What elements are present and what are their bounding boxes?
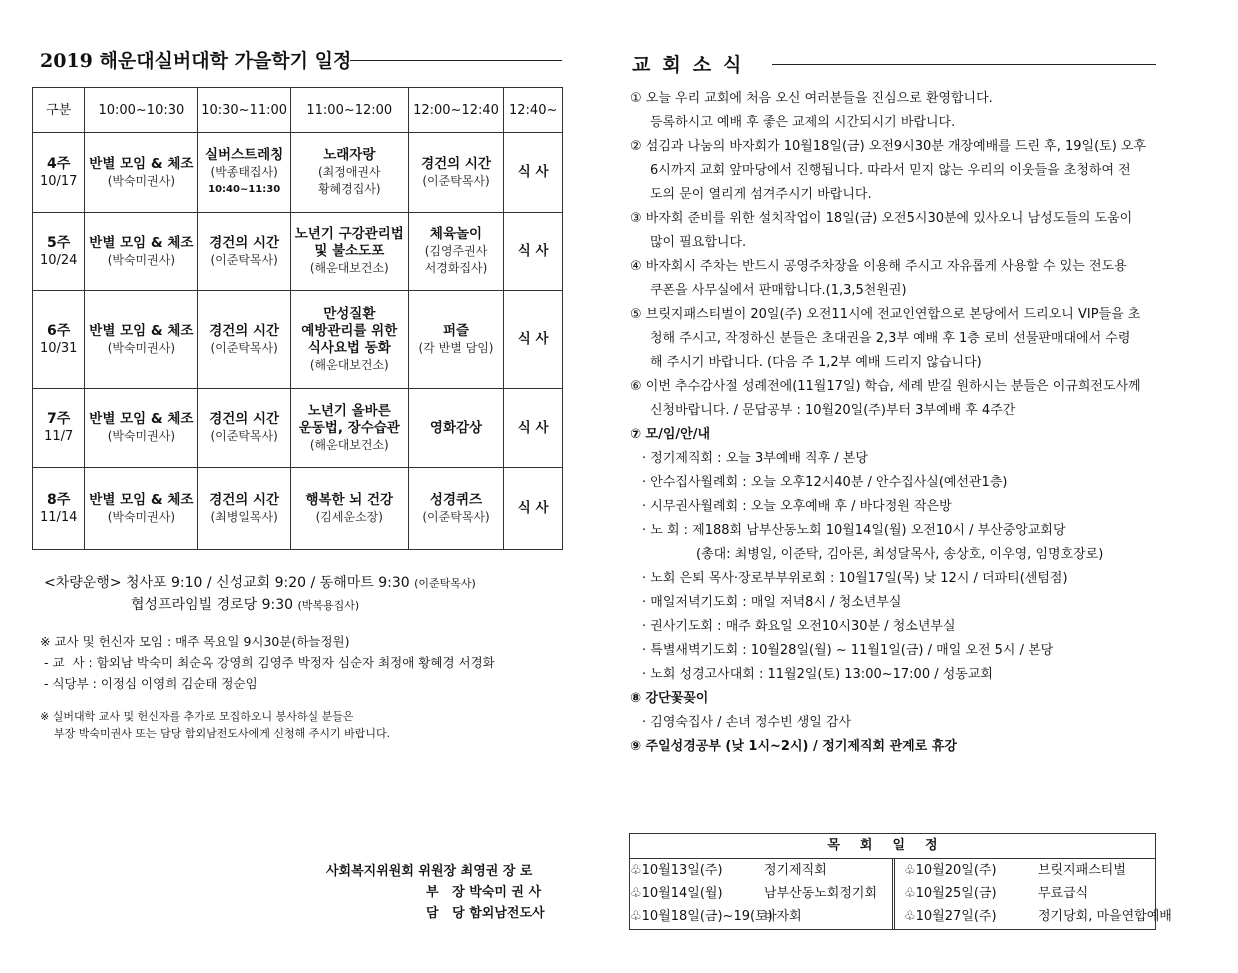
recruit-note: ※ 실버대학 교사 및 헌신자를 추가로 모집하오니 봉사하실 분들은 부장 박숙미권사 또는 담당 함외남전도사에게 신청해 주시기 바랍니다. <box>40 710 391 740</box>
news-line: ④ 바자회시 주차는 반드시 공영주차장을 이용해 주시고 자유롭게 사용할 수 있는 전도용 <box>630 259 1127 274</box>
pastoral-schedule-box <box>629 833 1172 930</box>
pastoral-row <box>904 859 1166 882</box>
news-line: ⑧ 강단꽃꽂이 <box>630 691 709 706</box>
news-line: 해 주시기 바랍니다. (다음 주 1,2부 예배 드리지 않습니다) <box>650 355 982 370</box>
news-line: 많이 필요합니다. <box>650 235 747 250</box>
cell: 노년기 구강관리법 및 불소도포 (해운대보건소) <box>290 213 408 291</box>
cell: 반별 모임 & 체조 (박숙미권사) <box>85 133 198 213</box>
pastoral-date: ♧10월18일(금)~19(토) <box>630 909 773 924</box>
cell: 반별 모임 & 체조 (박숙미권사) <box>85 468 198 550</box>
cell: 반별 모임 & 체조 (박숙미권사) <box>85 213 198 291</box>
cell: 경건의 시간 (최병일목사) <box>198 468 291 550</box>
teacher-meeting-note: ※ 교사 및 헌신자 모임 : 매주 목요일 9시30분(하늘정원) - 교 사 : 함외남 박숙미 최순옥 강영희 김영주 박정자 심순자 최정애 황혜경 서경화 - 식당부 : 이정심 이영희 김순태 정순임 <box>40 634 495 691</box>
cell: 경건의 시간 (이준탁목사) <box>198 291 291 389</box>
pastoral-event: 정기제직회 <box>764 863 827 878</box>
news-line: ② 섬김과 나눔의 바자회가 10월18일(금) 오전9시30분 개장예배를 드린 후, 19일(토) 오후 <box>630 139 1147 154</box>
cell: 식 사 <box>504 133 563 213</box>
news-line: · 시무권사월례회 : 오늘 오후예배 후 / 바다정원 작은방 <box>642 499 952 514</box>
news-line: 도의 문이 열리게 섬겨주시기 바랍니다. <box>650 187 872 202</box>
church-news-list <box>630 87 1158 759</box>
table-row <box>33 213 563 291</box>
bus-schedule-line1: <차량운행> 청사포 9:10 / 신성교회 9:20 / 동해마트 9:30 (이준탁목사) <box>44 575 476 591</box>
cell: 성경퀴즈 (이준탁목사) <box>408 468 504 550</box>
header-cell: 10:00~10:30 <box>85 88 198 133</box>
news-line: · 노 회 : 제188회 남부산동노회 10월14일(월) 오전10시 / 부산중앙교회당 <box>642 523 1066 538</box>
pastoral-date: ♧10월13일(주) <box>630 863 723 878</box>
table-row <box>33 468 563 550</box>
pastoral-event: 브릿지패스티벌 <box>1038 863 1126 878</box>
cell: 영화감상 <box>408 389 504 468</box>
week-cell: 6주 10/31 <box>33 291 85 389</box>
cell: 행복한 뇌 건강 (김세운소장) <box>290 468 408 550</box>
pastoral-date: ♧10월14일(월) <box>630 886 723 901</box>
header-cell: 구분 <box>33 88 85 133</box>
news-line: · 노회 성경고사대회 : 11월2일(토) 13:00~17:00 / 성동교회 <box>642 667 993 682</box>
news-line: · 특별새벽기도회 : 10월28일(월) ~ 11월1일(금) / 매일 오전 5시 / 본당 <box>642 643 1054 658</box>
news-line: · 정기제직회 : 오늘 3부예배 직후 / 본당 <box>642 451 868 466</box>
title-rule <box>772 64 1156 65</box>
pastoral-left-column <box>630 859 895 929</box>
table-row <box>33 133 563 213</box>
cell: 노년기 올바른 운동법, 장수습관 (해운대보건소) <box>290 389 408 468</box>
schedule-title: 2019 해운대실버대학 가을학기 일정 <box>40 50 352 72</box>
news-line: 청해 주시고, 작정하신 분들은 초대권을 2,3부 예배 후 1층 로비 선물판매대에서 수령 <box>650 331 1131 346</box>
cell: 퍼즐 (각 반별 담임) <box>408 291 504 389</box>
cell: 식 사 <box>504 291 563 389</box>
news-line: ① 오늘 우리 교회에 처음 오신 여러분들을 진심으로 환영합니다. <box>630 91 993 106</box>
pastoral-schedule-title: 목회일정 <box>630 834 1155 859</box>
header-cell: 12:00~12:40 <box>408 88 504 133</box>
pastoral-event: 바자회 <box>764 909 802 924</box>
pastoral-row <box>630 882 892 905</box>
pastoral-row <box>904 882 1166 905</box>
cell: 식 사 <box>504 213 563 291</box>
bus-schedule-line2: 협성프라임빌 경로당 9:30 (박복용집사) <box>131 597 360 613</box>
cell: 반별 모임 & 체조 (박숙미권사) <box>85 389 198 468</box>
header-cell: 12:40~ <box>504 88 563 133</box>
pastoral-right-column <box>904 859 1172 928</box>
committee-signature: 사회복지위원회 위원장 최영권 장 로 부 장 박숙미 권 사 담 당 함외남전도사 <box>326 864 545 921</box>
cell: 반별 모임 & 체조 (박숙미권사) <box>85 291 198 389</box>
pastoral-date: ♧10월20일(주) <box>904 863 997 878</box>
week-cell: 5주 10/24 <box>33 213 85 291</box>
table-row <box>33 291 563 389</box>
cell: 식 사 <box>504 389 563 468</box>
header-cell: 11:00~12:00 <box>290 88 408 133</box>
news-line: (총대: 최병일, 이준탁, 김아론, 최성달목사, 송상호, 이우영, 임명호장로) <box>696 547 1104 562</box>
news-line: 신청바랍니다. / 문답공부 : 10월20일(주)부터 3부예배 후 4주간 <box>650 403 1016 418</box>
news-line: · 김영숙집사 / 손녀 정수빈 생일 감사 <box>642 715 852 730</box>
cell: 체육놀이 (김영주권사 서경화집사) <box>408 213 504 291</box>
news-line: · 안수집사월례회 : 오늘 오후12시40분 / 안수집사실(예선관1층) <box>642 475 1008 490</box>
title-rule <box>350 60 562 61</box>
news-line: ③ 바자회 준비를 위한 설치작업이 18일(금) 오전5시30분에 있사오니 남성도들의 도움이 <box>630 211 1133 226</box>
header-cell: 10:30~11:00 <box>198 88 291 133</box>
news-line: · 노회 은퇴 목사·장로부부위로회 : 10월17일(목) 낮 12시 / 더파티(센텀점) <box>642 571 1068 586</box>
schedule-table <box>32 87 563 550</box>
cell: 경건의 시간 (이준탁목사) <box>408 133 504 213</box>
week-cell: 7주 11/7 <box>33 389 85 468</box>
cell: 식 사 <box>504 468 563 550</box>
pastoral-date: ♧10월27일(주) <box>904 909 997 924</box>
news-line: 쿠폰을 사무실에서 판매합니다.(1,3,5천원권) <box>650 283 907 298</box>
pastoral-row <box>630 905 892 928</box>
news-line: ⑥ 이번 추수감사절 성례전에(11월17일) 학습, 세례 받길 원하시는 분들은 이규희전도사께 <box>630 379 1141 394</box>
news-line: · 매일저녁기도회 : 매일 저녁8시 / 청소년부실 <box>642 595 902 610</box>
pastoral-date: ♧10월25일(금) <box>904 886 997 901</box>
week-cell: 8주 11/14 <box>33 468 85 550</box>
church-news-title: 교회소식 <box>632 54 754 76</box>
cell: 경건의 시간 (이준탁목사) <box>198 213 291 291</box>
cell: 만성질환 예방관리를 위한 식사요법 동화 (해운대보건소) <box>290 291 408 389</box>
table-header-row <box>33 88 563 133</box>
news-line: ⑦ 모/임/안/내 <box>630 427 711 442</box>
news-line: 6시까지 교회 앞마당에서 진행됩니다. 따라서 믿지 않는 우리의 이웃들을 초청하여 전 <box>650 163 1131 178</box>
cell: 경건의 시간 (이준탁목사) <box>198 389 291 468</box>
news-line: ⑤ 브릿지패스티벌이 20일(주) 오전11시에 전교인연합으로 본당에서 드리오니 VIP들을 초 <box>630 307 1141 322</box>
news-line: · 권사기도회 : 매주 화요일 오전10시30분 / 청소년부실 <box>642 619 956 634</box>
news-line: ⑨ 주일성경공부 (낮 1시~2시) / 정기제직회 관계로 휴강 <box>630 739 957 754</box>
pastoral-row <box>630 859 892 882</box>
week-cell: 4주 10/17 <box>33 133 85 213</box>
cell: 노래자랑 (최정애권사 황혜경집사) <box>290 133 408 213</box>
news-line: 등록하시고 예배 후 좋은 교제의 시간되시기 바랍니다. <box>650 115 956 130</box>
pastoral-event: 무료급식 <box>1038 886 1089 901</box>
cell: 실버스트레칭 (박종태집사) 10:40~11:30 <box>198 133 291 213</box>
table-row <box>33 389 563 468</box>
pastoral-row <box>904 905 1172 928</box>
pastoral-event: 정기당회, 마을연합예배 <box>1038 909 1172 924</box>
pastoral-event: 남부산동노회정기회 <box>764 886 878 901</box>
